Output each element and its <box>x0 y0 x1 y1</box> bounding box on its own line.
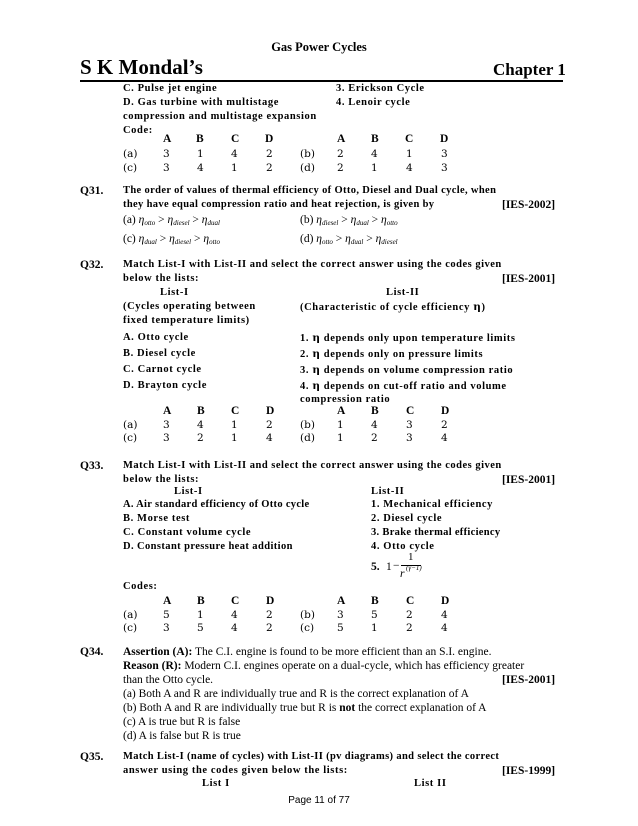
q30-code-head-a2: A <box>337 133 346 145</box>
subscript: otto <box>144 219 156 227</box>
q30-row-b-val: 2 <box>337 148 344 160</box>
gt-symbol: > <box>193 233 201 245</box>
q30-row-d-val: 2 <box>337 162 344 174</box>
q33-number: Q33. <box>80 460 104 472</box>
q32-item-c: C. Carnot cycle <box>123 364 202 375</box>
q30-row-a-val: 3 <box>163 148 170 160</box>
q35-number: Q35. <box>80 751 104 763</box>
q32-option-1 <box>300 331 516 346</box>
q34-reason-cont: than the Otto cycle. <box>123 674 214 686</box>
option-letter: (c) <box>123 233 136 245</box>
q35-text-line2: answer using the codes given below the lists: <box>123 765 348 776</box>
q32-row-val: 4 <box>197 419 204 431</box>
q33-formula-exponent: (γ−1) <box>406 564 422 572</box>
q32-row-val: 2 <box>441 419 448 431</box>
q30-row-b-val: 4 <box>371 148 378 160</box>
q30-option-3: 3. Erickson Cycle <box>336 83 425 94</box>
page-number: Page 11 of 77 <box>288 795 350 806</box>
q32-row-val: 3 <box>163 432 170 444</box>
q32-reference: [IES-2001] <box>502 273 556 285</box>
q34-option-a: (a) Both A and R are individually true and R is the correct explanation of A <box>123 688 469 700</box>
q32-row-val: 1 <box>231 419 238 431</box>
q32-row-label: (d) <box>300 432 315 444</box>
q33-row-val: 1 <box>197 609 204 621</box>
q33-option-2: 2. Diesel cycle <box>371 513 443 524</box>
chapter-label: Chapter 1 <box>493 60 566 79</box>
q32-code-head: B <box>197 405 205 417</box>
q30-codes-label: Code: <box>123 125 153 136</box>
eta-symbol: η <box>312 332 321 344</box>
q30-row-d-val: 4 <box>406 162 413 174</box>
q33-code-head: B <box>371 595 379 607</box>
q33-item-b: B. Morse test <box>123 513 190 524</box>
q30-option-d: D. Gas turbine with multistage <box>123 97 279 108</box>
q34-reference: [IES-2001] <box>502 674 556 686</box>
q33-reference: [IES-2001] <box>502 474 556 486</box>
q33-row-val: 1 <box>371 622 378 634</box>
gt-symbol: > <box>366 233 373 245</box>
q33-row-label: (b) <box>300 609 315 621</box>
q32-row-label: (b) <box>300 419 315 431</box>
q32-row-val: 4 <box>266 432 273 444</box>
q34-reason <box>123 659 524 673</box>
q33-option-5-label: 5. <box>371 561 380 573</box>
q30-row-b-val: 3 <box>441 148 448 160</box>
q33-row-val: 4 <box>441 609 448 621</box>
q32-option-3 <box>300 363 513 378</box>
text: (Characteristic of cycle efficiency <box>300 302 470 313</box>
q33-code-head: C <box>231 595 240 607</box>
q31-text-line2: they have equal compression ratio and heat rejection, is given by <box>123 199 435 210</box>
q30-option-4: 4. Lenoir cycle <box>336 97 411 108</box>
q35-list2-heading: List II <box>414 778 447 789</box>
eta-symbol: η <box>169 233 175 245</box>
q30-row-a-val: 2 <box>266 148 273 160</box>
q33-row-val: 5 <box>163 609 170 621</box>
text: the correct explanation of A <box>358 702 487 714</box>
q33-code-head: A <box>337 595 346 607</box>
q32-code-head: D <box>441 405 450 417</box>
q33-code-head: B <box>197 595 205 607</box>
eta-symbol: η <box>473 301 482 313</box>
text: depends on cut-off ratio and volume <box>323 381 507 392</box>
gt-symbol: > <box>335 233 343 245</box>
q32-list1-heading: List-I <box>160 287 189 298</box>
q33-option-3: 3. Brake thermal efficiency <box>371 527 501 538</box>
q32-row-val: 2 <box>197 432 204 444</box>
q32-code-head: C <box>406 405 415 417</box>
q33-option-1: 1. Mechanical efficiency <box>371 499 493 510</box>
q32-code-head: A <box>337 405 346 417</box>
q30-row-a-label: (a) <box>123 148 138 160</box>
q33-row-val: 2 <box>266 622 273 634</box>
subscript: otto <box>322 238 333 246</box>
q32-option-2 <box>300 347 483 362</box>
option-letter: (b) <box>300 214 314 226</box>
q30-row-c-val: 4 <box>197 162 204 174</box>
q32-item-b: B. Diesel cycle <box>123 348 196 359</box>
subscript: dual <box>350 238 364 246</box>
q30-row-d-label: (d) <box>300 162 315 174</box>
eta-symbol: η <box>316 214 323 226</box>
q34-option-b <box>123 701 486 715</box>
chapter-topic: Gas Power Cycles <box>271 40 367 54</box>
subscript: dual <box>207 219 220 227</box>
q32-row-val: 2 <box>266 419 273 431</box>
q33-code-head: C <box>406 595 415 607</box>
eta-symbol: η <box>350 214 357 226</box>
q32-list2-heading: List-II <box>386 287 420 298</box>
num: 1. <box>300 333 310 344</box>
q32-row-val: 1 <box>231 432 238 444</box>
q34-option-d: (d) A is false but R is true <box>123 730 241 742</box>
q32-row-val: 4 <box>371 419 378 431</box>
q33-list1-heading: List-I <box>174 486 203 497</box>
q32-list1-sub2: fixed temperature limits) <box>123 315 250 326</box>
q32-option-4 <box>300 379 507 394</box>
q32-row-val: 3 <box>163 419 170 431</box>
q33-formula-minus: − <box>393 560 400 572</box>
q30-code-head-c: C <box>231 133 240 145</box>
gt-symbol: > <box>159 233 167 245</box>
q30-code-head-c2: C <box>405 133 414 145</box>
q33-code-head: A <box>163 595 172 607</box>
eta-symbol: η <box>316 233 323 245</box>
q33-text-line1: Match List-I with List-II and select the correct answer using the codes given <box>123 460 502 471</box>
emphasis: not <box>339 702 356 714</box>
gt-symbol: > <box>158 214 165 226</box>
q30-row-c-val: 2 <box>266 162 273 174</box>
text: (b) Both A and R are individually true but R is <box>123 702 337 714</box>
text: depends only on pressure limits <box>323 349 484 360</box>
q30-code-head-b: B <box>196 133 204 145</box>
q32-list1-sub1: (Cycles operating between <box>123 301 256 312</box>
q32-code-head: C <box>231 405 240 417</box>
q30-code-head-a: A <box>163 133 172 145</box>
q31-text-line1: The order of values of thermal efficiency of Otto, Diesel and Dual cycle, when <box>123 185 497 196</box>
reason-text: Modern C.I. engines operate on a dual-cycle, which has efficiency greater <box>184 660 525 672</box>
q32-number: Q32. <box>80 259 104 271</box>
eta-symbol: η <box>345 233 351 245</box>
text: depends on volume compression ratio <box>323 365 514 376</box>
q30-row-a-val: 4 <box>231 148 238 160</box>
q33-row-val: 5 <box>337 622 344 634</box>
q33-codes-label: Codes: <box>123 581 158 592</box>
eta-symbol: η <box>203 233 210 245</box>
q33-option-4: 4. Otto cycle <box>371 541 435 552</box>
author-title: S K Mondal’s <box>80 55 203 79</box>
q33-formula-r: r <box>400 568 405 580</box>
q33-code-head: D <box>441 595 450 607</box>
q31-number: Q31. <box>80 185 104 197</box>
q31-option-c <box>123 232 220 249</box>
q33-item-d: D. Constant pressure heat addition <box>123 541 293 552</box>
q33-row-label: (c) <box>123 622 138 634</box>
eta-symbol: η <box>201 214 208 226</box>
subscript: diesel <box>322 219 339 227</box>
q33-row-label: (a) <box>123 609 138 621</box>
q33-list2-heading: List-II <box>371 486 405 497</box>
q32-code-head: A <box>163 405 172 417</box>
q33-row-val: 2 <box>266 609 273 621</box>
subscript: diesel <box>173 219 190 227</box>
num: 4. <box>300 381 310 392</box>
q31-option-a <box>123 213 220 230</box>
q33-text-line2: below the lists: <box>123 474 200 485</box>
q30-row-c-val: 1 <box>231 162 238 174</box>
q30-row-d-val: 3 <box>441 162 448 174</box>
gt-symbol: > <box>371 214 379 226</box>
q33-row-val: 3 <box>163 622 170 634</box>
q30-code-head-b2: B <box>371 133 379 145</box>
option-letter: (d) <box>300 233 314 245</box>
q32-row-val: 3 <box>406 419 413 431</box>
eta-symbol: η <box>138 233 145 245</box>
num: 2. <box>300 349 310 360</box>
text: depends only upon temperature limits <box>323 333 516 344</box>
q31-option-d <box>300 232 398 249</box>
q33-formula-numerator: 1 <box>408 551 414 563</box>
q30-row-c-val: 3 <box>163 162 170 174</box>
q35-list1-heading: List I <box>202 778 230 789</box>
q32-option-4-cont: compression ratio <box>300 394 391 405</box>
q33-row-val: 4 <box>231 622 238 634</box>
q30-row-c-label: (c) <box>123 162 138 174</box>
subscript: dual <box>144 238 157 246</box>
q30-row-d-val: 1 <box>371 162 378 174</box>
q32-code-head: D <box>266 405 275 417</box>
q33-row-val: 2 <box>406 622 413 634</box>
q33-item-a: A. Air standard efficiency of Otto cycle <box>123 499 310 510</box>
q32-row-val: 2 <box>371 432 378 444</box>
q32-list2-sub <box>300 300 486 315</box>
q33-row-val: 5 <box>197 622 204 634</box>
eta-symbol: η <box>375 233 382 245</box>
q33-row-label: (c) <box>300 622 315 634</box>
subscript: otto <box>209 238 220 246</box>
q30-row-b-val: 1 <box>406 148 413 160</box>
q34-number: Q34. <box>80 646 104 658</box>
eta-symbol: η <box>138 214 145 226</box>
q30-option-c: C. Pulse jet engine <box>123 83 218 94</box>
q33-row-val: 2 <box>406 609 413 621</box>
q32-item-d: D. Brayton cycle <box>123 380 207 391</box>
q32-row-val: 1 <box>337 432 344 444</box>
q30-row-a-val: 1 <box>197 148 204 160</box>
q33-row-val: 4 <box>231 609 238 621</box>
q30-row-b-label: (b) <box>300 148 315 160</box>
q32-row-val: 3 <box>406 432 413 444</box>
option-letter: (a) <box>123 214 136 226</box>
q30-code-head-d2: D <box>440 133 449 145</box>
q31-reference: [IES-2002] <box>502 199 556 211</box>
eta-symbol: η <box>381 214 387 226</box>
q32-text-line2: below the lists: <box>123 273 200 284</box>
gt-symbol: > <box>341 214 348 226</box>
q35-reference: [IES-1999] <box>502 765 556 777</box>
q32-code-head: B <box>371 405 379 417</box>
q32-text-line1: Match List-I with List-II and select the correct answer using the codes given <box>123 259 502 270</box>
assertion-text: The C.I. engine is found to be more efficient than an S.I. engine. <box>194 646 492 658</box>
subscript: dual <box>356 219 369 227</box>
subscript: diesel <box>174 238 192 246</box>
q33-code-head: D <box>266 595 275 607</box>
num: 3. <box>300 365 310 376</box>
eta-symbol: η <box>312 380 321 392</box>
subscript: diesel <box>381 238 398 246</box>
reason-label: Reason (R): <box>123 660 182 672</box>
q33-row-val: 3 <box>337 609 344 621</box>
q34-option-c: (c) A is true but R is false <box>123 716 241 728</box>
q33-row-val: 5 <box>371 609 378 621</box>
q32-row-val: 1 <box>337 419 344 431</box>
eta-symbol: η <box>167 214 174 226</box>
q35-text-line1: Match List-I (name of cycles) with List-II (pv diagrams) and select the correct <box>123 751 500 762</box>
q32-row-val: 4 <box>441 432 448 444</box>
assertion-label: Assertion (A): <box>123 646 193 658</box>
q31-option-b <box>300 213 398 230</box>
q33-row-val: 4 <box>441 622 448 634</box>
q30-code-head-d: D <box>265 133 274 145</box>
q32-row-label: (c) <box>123 432 138 444</box>
q30-option-d-cont: compression and multistage expansion <box>123 111 317 122</box>
gt-symbol: > <box>192 214 199 226</box>
q34-assertion <box>123 645 491 659</box>
paren: ) <box>481 302 486 313</box>
eta-symbol: η <box>312 348 321 360</box>
subscript: otto <box>386 219 398 227</box>
q33-formula-one: 1 <box>386 561 392 573</box>
eta-symbol: η <box>312 364 321 376</box>
q33-item-c: C. Constant volume cycle <box>123 527 252 538</box>
q32-item-a: A. Otto cycle <box>123 332 189 343</box>
q32-row-label: (a) <box>123 419 138 431</box>
